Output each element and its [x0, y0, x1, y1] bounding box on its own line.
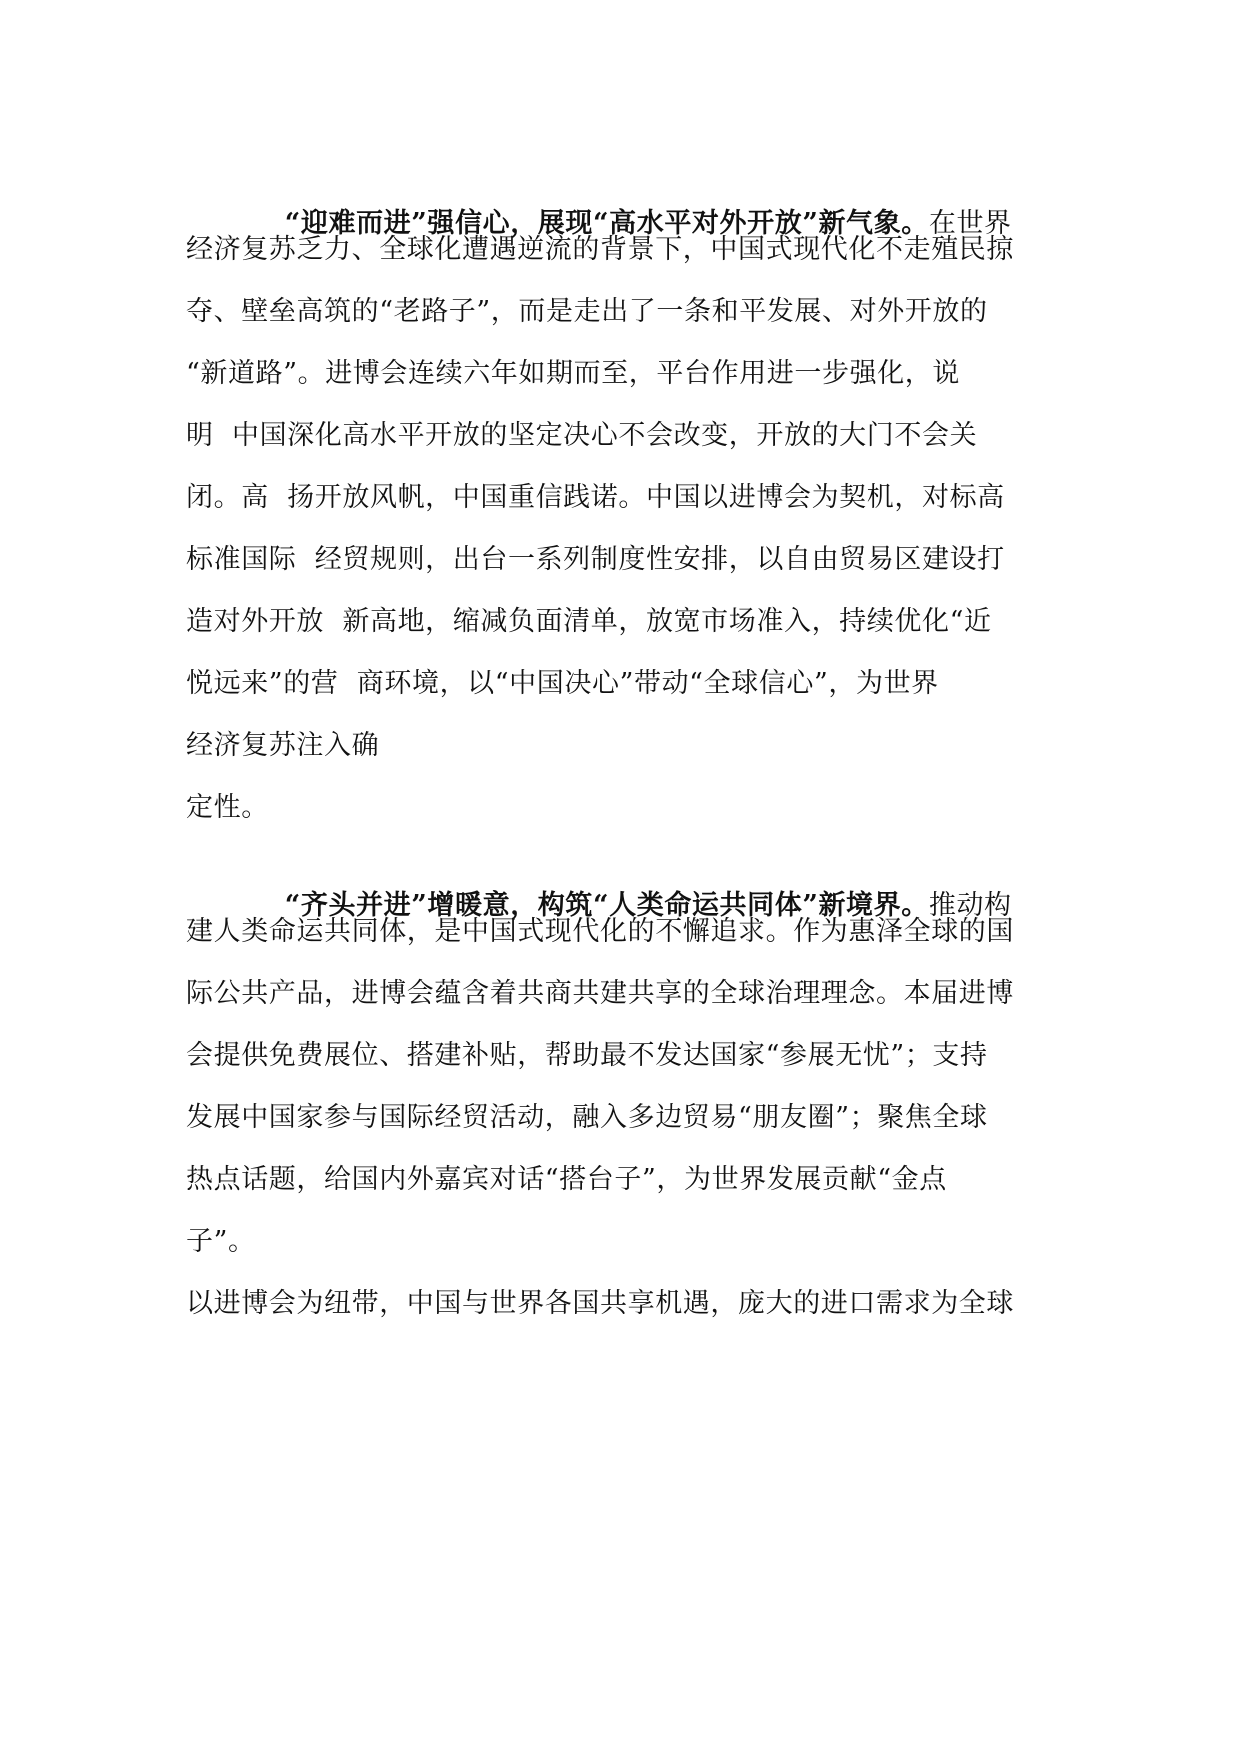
paragraph1-line4: “新道路”。进博会连续六年如期而至，平台作用进一步强化，说	[186, 358, 961, 389]
paragraph2-line2: 建人类命运共同体，是中国式现代化的不懈追求。作为惠泽全球的国	[186, 916, 1014, 947]
paragraph1-line6: 闭。高 扬开放风帆，中国重信践诺。中国以进博会为契机，对标高	[186, 482, 1005, 513]
paragraph2-line3: 际公共产品，进博会蕴含着共商共建共享的全球治理理念。本届进博	[186, 978, 1014, 1009]
paragraph2-line6: 热点话题，给国内外嘉宾对话“搭台子”，为世界发展贡献“金点	[186, 1164, 947, 1195]
paragraph1-line8: 造对外开放 新高地，缩减负面清单，放宽市场准入，持续优化“近	[186, 606, 992, 637]
paragraph2-line1-rest: 推动构	[928, 890, 1012, 921]
paragraph1-line9: 悦远来”的营 商环境，以“中国决心”带动“全球信心”，为世界	[186, 668, 939, 699]
paragraph1-line11: 定性。	[186, 792, 269, 823]
paragraph1-line10: 经济复苏注入确	[186, 730, 380, 761]
paragraph2-line5: 发展中国家参与国际经贸活动，融入多边贸易“朋友圈”；聚焦全球	[186, 1102, 988, 1133]
paragraph2-line1	[0, 852, 1240, 921]
paragraph1-line2: 经济复苏乏力、全球化遭遇逆流的背景下，中国式现代化不走殖民掠	[186, 234, 1014, 265]
paragraph2-line4: 会提供免费展位、搭建补贴，帮助最不发达国家“参展无忧”；支持	[186, 1040, 988, 1071]
paragraph1-heading: “迎难而进”强信心，展现“高水平对外开放”新气象。	[284, 208, 929, 239]
paragraph1-line3: 夺、壁垒高筑的“老路子”，而是走出了一条和平发展、对外开放的	[186, 296, 988, 327]
paragraph1-line5: 明 中国深化高水平开放的坚定决心不会改变，开放的大门不会关	[186, 420, 978, 451]
paragraph2-heading: “齐头并进”增暖意，构筑“人类命运共同体”新境界。	[284, 890, 929, 921]
paragraph1-line1	[0, 170, 1240, 239]
paragraph3-line1: 以进博会为纽带，中国与世界各国共享机遇，庞大的进口需求为全球	[186, 1288, 1014, 1319]
paragraph1-line7: 标准国际 经贸规则，出台一系列制度性安排，以自由贸易区建设打	[186, 544, 1005, 575]
paragraph2-line7: 子”。	[186, 1226, 256, 1257]
paragraph1-line1-rest: 在世界	[928, 208, 1012, 239]
